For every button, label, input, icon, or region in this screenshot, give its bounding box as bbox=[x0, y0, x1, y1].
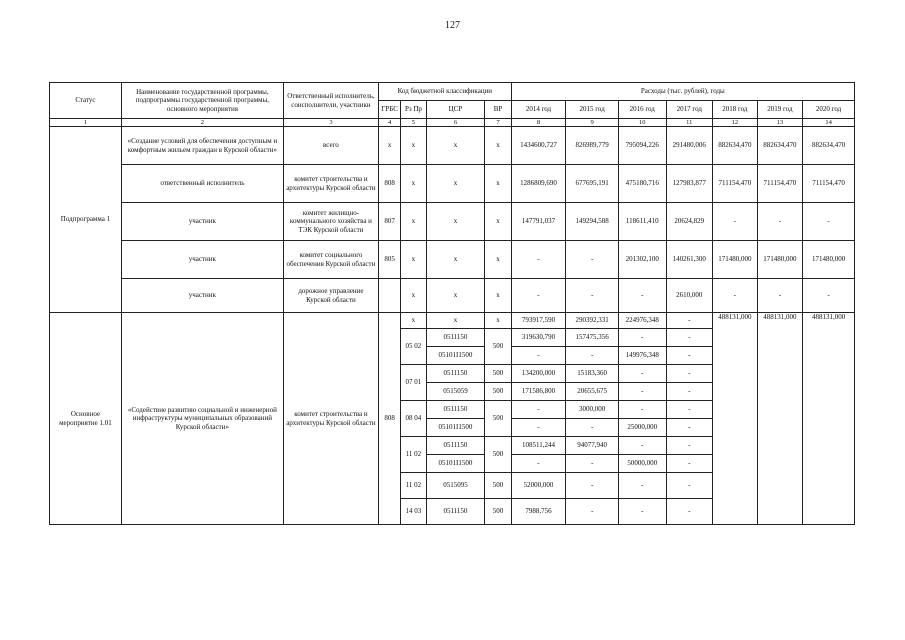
csr-cell: 0511150 bbox=[426, 401, 485, 419]
col-number: 8 bbox=[511, 119, 566, 127]
value-cell: 52000,000 bbox=[511, 473, 566, 499]
rzpr-cell: х bbox=[401, 203, 426, 241]
rzpr-cell: 11 02 bbox=[401, 473, 426, 499]
value-cell: 291480,006 bbox=[666, 127, 713, 165]
value-cell: - bbox=[511, 455, 566, 473]
header-year: 2020 год bbox=[803, 101, 855, 119]
rzpr-cell: 14 03 bbox=[401, 499, 426, 525]
header-year: 2019 год bbox=[757, 101, 803, 119]
table-row bbox=[50, 127, 855, 165]
value-cell: 149976,348 bbox=[618, 347, 666, 365]
value-cell: - bbox=[666, 347, 713, 365]
col-number: 1 bbox=[50, 119, 122, 127]
value-cell: 224976,348 bbox=[618, 313, 666, 329]
vr-cell: х bbox=[485, 279, 511, 313]
responsible-cell: комитет социального обеспечения Курской области bbox=[283, 241, 378, 279]
value-cell: 1434600,727 bbox=[511, 127, 566, 165]
grbs-cell: 808 bbox=[379, 165, 401, 203]
grbs-cell: 807 bbox=[379, 203, 401, 241]
value-cell: - bbox=[566, 455, 619, 473]
value-cell: 2610,000 bbox=[666, 279, 713, 313]
csr-cell: х bbox=[426, 203, 485, 241]
value-cell: - bbox=[666, 365, 713, 383]
value-cell: 488131,000 bbox=[713, 313, 758, 525]
grbs-cell: 808 bbox=[379, 313, 401, 525]
value-cell: 20624,829 bbox=[666, 203, 713, 241]
rzpr-cell: х bbox=[401, 313, 426, 329]
value-cell: - bbox=[566, 279, 619, 313]
header-row-1 bbox=[50, 83, 855, 101]
col-number: 13 bbox=[757, 119, 803, 127]
vr-cell: х bbox=[485, 313, 511, 329]
header-rzpr: Рз Пр bbox=[401, 101, 426, 119]
responsible-cell: комитет строительства и архитектуры Курской области bbox=[283, 165, 378, 203]
value-cell: - bbox=[757, 279, 803, 313]
value-cell: - bbox=[666, 499, 713, 525]
table-row bbox=[50, 165, 855, 203]
value-cell: 171480,000 bbox=[713, 241, 758, 279]
column-number-row bbox=[50, 119, 855, 127]
value-cell: - bbox=[566, 499, 619, 525]
table-row bbox=[50, 203, 855, 241]
value-cell: - bbox=[566, 241, 619, 279]
header-vr: ВР bbox=[485, 101, 511, 119]
value-cell: - bbox=[666, 401, 713, 419]
responsible-cell: комитет жилищно-коммунального хозяйства и ТЭК Курской области bbox=[283, 203, 378, 241]
vr-cell: 500 bbox=[485, 383, 511, 401]
responsible-cell: комитет строительства и архитектуры Курской области bbox=[283, 313, 378, 525]
csr-cell: х bbox=[426, 127, 485, 165]
rzpr-cell: х bbox=[401, 241, 426, 279]
value-cell: 171480,000 bbox=[803, 241, 855, 279]
value-cell: 475180,716 bbox=[618, 165, 666, 203]
value-cell: 7988,756 bbox=[511, 499, 566, 525]
value-cell: - bbox=[618, 329, 666, 347]
value-cell: - bbox=[713, 279, 758, 313]
vr-cell: х bbox=[485, 165, 511, 203]
measure-name-cell: «Содействие развитию социальной и инженерной инфраструктуры муниципальных образований Курской области» bbox=[121, 313, 283, 525]
value-cell: 94077,940 bbox=[566, 437, 619, 455]
value-cell: 201302,100 bbox=[618, 241, 666, 279]
value-cell: - bbox=[666, 329, 713, 347]
col-number: 5 bbox=[401, 119, 426, 127]
csr-cell: 05101I1500 bbox=[426, 419, 485, 437]
value-cell: - bbox=[618, 365, 666, 383]
rzpr-cell: 05 02 bbox=[401, 329, 426, 365]
value-cell: - bbox=[511, 401, 566, 419]
value-cell: - bbox=[618, 383, 666, 401]
value-cell: - bbox=[566, 419, 619, 437]
value-cell: - bbox=[803, 203, 855, 241]
value-cell: 795094,226 bbox=[618, 127, 666, 165]
table-row bbox=[50, 241, 855, 279]
value-cell: - bbox=[566, 347, 619, 365]
header-grbs: ГРБС bbox=[379, 101, 401, 119]
rzpr-cell: х bbox=[401, 127, 426, 165]
rzpr-cell: 11 02 bbox=[401, 437, 426, 473]
grbs-cell bbox=[379, 279, 401, 313]
csr-cell: 05101I1500 bbox=[426, 347, 485, 365]
rzpr-cell: 07 01 bbox=[401, 365, 426, 401]
value-cell: - bbox=[757, 203, 803, 241]
value-cell: 25000,000 bbox=[618, 419, 666, 437]
budget-table bbox=[49, 82, 855, 525]
header-status: Статус bbox=[50, 83, 122, 119]
vr-cell: 500 bbox=[485, 329, 511, 365]
csr-cell: 05101I1500 bbox=[426, 455, 485, 473]
value-cell: - bbox=[618, 473, 666, 499]
vr-cell: 500 bbox=[485, 473, 511, 499]
role-cell: ответственный исполнитель bbox=[121, 165, 283, 203]
col-number: 9 bbox=[566, 119, 619, 127]
value-cell: 488131,000 bbox=[757, 313, 803, 525]
vr-cell: х bbox=[485, 203, 511, 241]
col-number: 11 bbox=[666, 119, 713, 127]
csr-cell: 0511150 bbox=[426, 437, 485, 455]
value-cell: - bbox=[803, 279, 855, 313]
grbs-cell: 805 bbox=[379, 241, 401, 279]
status-cell: Подпрограмма 1 bbox=[50, 127, 122, 313]
col-number: 12 bbox=[713, 119, 758, 127]
program-name-cell: «Создание условий для обеспечения доступным и комфортным жильем граждан в Курской области» bbox=[121, 127, 283, 165]
value-cell: - bbox=[666, 419, 713, 437]
header-csr: ЦСР bbox=[426, 101, 485, 119]
value-cell: - bbox=[618, 401, 666, 419]
header-name: Наименование государственной программы, подпрограммы государственной программы, основного мероприятия bbox=[121, 83, 283, 119]
value-cell: 149294,588 bbox=[566, 203, 619, 241]
value-cell: 3000,000 bbox=[566, 401, 619, 419]
value-cell: 127983,877 bbox=[666, 165, 713, 203]
header-year: 2017 год bbox=[666, 101, 713, 119]
value-cell: 711154,470 bbox=[757, 165, 803, 203]
csr-cell: х bbox=[426, 165, 485, 203]
value-cell: - bbox=[666, 313, 713, 329]
rzpr-cell: 08 04 bbox=[401, 401, 426, 437]
value-cell: 1286809,690 bbox=[511, 165, 566, 203]
csr-cell: 0515095 bbox=[426, 473, 485, 499]
header-year: 2018 год bbox=[713, 101, 758, 119]
value-cell: 140261,300 bbox=[666, 241, 713, 279]
value-cell: - bbox=[511, 241, 566, 279]
value-cell: 882634,470 bbox=[757, 127, 803, 165]
value-cell: - bbox=[618, 279, 666, 313]
value-cell: 171586,800 bbox=[511, 383, 566, 401]
csr-cell: х bbox=[426, 241, 485, 279]
header-expenses: Расходы (тыс. рублей), годы bbox=[511, 83, 854, 101]
vr-cell: 500 bbox=[485, 437, 511, 473]
header-responsible: Ответственный исполнитель, соисполнители, участники bbox=[283, 83, 378, 119]
value-cell: - bbox=[713, 203, 758, 241]
value-cell: 319630,790 bbox=[511, 329, 566, 347]
responsible-cell: дорожное управление Курской области bbox=[283, 279, 378, 313]
value-cell: 711154,470 bbox=[803, 165, 855, 203]
value-cell: 677695,191 bbox=[566, 165, 619, 203]
vr-cell: х bbox=[485, 127, 511, 165]
header-code-group: Код бюджетной классификации bbox=[379, 83, 512, 101]
table-row bbox=[50, 279, 855, 313]
vr-cell: 500 bbox=[485, 365, 511, 383]
csr-cell: х bbox=[426, 313, 485, 329]
value-cell: - bbox=[618, 437, 666, 455]
value-cell: 108511,244 bbox=[511, 437, 566, 455]
value-cell: - bbox=[511, 419, 566, 437]
value-cell: 20655,675 bbox=[566, 383, 619, 401]
value-cell: - bbox=[666, 383, 713, 401]
table-row bbox=[50, 313, 855, 329]
value-cell: 15183,360 bbox=[566, 365, 619, 383]
rzpr-cell: х bbox=[401, 165, 426, 203]
value-cell: 290392,331 bbox=[566, 313, 619, 329]
value-cell: - bbox=[511, 347, 566, 365]
value-cell: 118611,410 bbox=[618, 203, 666, 241]
role-cell: участник bbox=[121, 241, 283, 279]
value-cell: 488131,000 bbox=[803, 313, 855, 525]
csr-cell: 0511150 bbox=[426, 329, 485, 347]
vr-cell: 500 bbox=[485, 401, 511, 437]
value-cell: 793917,590 bbox=[511, 313, 566, 329]
rzpr-cell: х bbox=[401, 279, 426, 313]
value-cell: - bbox=[666, 437, 713, 455]
header-year: 2015 год bbox=[566, 101, 619, 119]
value-cell: 157475,356 bbox=[566, 329, 619, 347]
value-cell: - bbox=[666, 473, 713, 499]
col-number: 6 bbox=[426, 119, 485, 127]
value-cell: - bbox=[666, 455, 713, 473]
value-cell: 134200,000 bbox=[511, 365, 566, 383]
col-number: 14 bbox=[803, 119, 855, 127]
header-year: 2014 год bbox=[511, 101, 566, 119]
vr-cell: х bbox=[485, 241, 511, 279]
status-cell: Основное мероприятие 1.01 bbox=[50, 313, 122, 525]
vr-cell: 500 bbox=[485, 499, 511, 525]
header-year: 2016 год bbox=[618, 101, 666, 119]
csr-cell: 0511150 bbox=[426, 499, 485, 525]
col-number: 4 bbox=[379, 119, 401, 127]
value-cell: 882634,470 bbox=[803, 127, 855, 165]
col-number: 2 bbox=[121, 119, 283, 127]
col-number: 3 bbox=[283, 119, 378, 127]
value-cell: - bbox=[618, 499, 666, 525]
value-cell: 147791,037 bbox=[511, 203, 566, 241]
value-cell: - bbox=[566, 473, 619, 499]
value-cell: 50000,000 bbox=[618, 455, 666, 473]
col-number: 10 bbox=[618, 119, 666, 127]
role-cell: участник bbox=[121, 279, 283, 313]
page-number: 127 bbox=[445, 20, 460, 31]
value-cell: - bbox=[511, 279, 566, 313]
value-cell: 171480,000 bbox=[757, 241, 803, 279]
value-cell: 711154,470 bbox=[713, 165, 758, 203]
csr-cell: 0515059 bbox=[426, 383, 485, 401]
csr-cell: 0511150 bbox=[426, 365, 485, 383]
csr-cell: х bbox=[426, 279, 485, 313]
col-number: 7 bbox=[485, 119, 511, 127]
value-cell: 882634,470 bbox=[713, 127, 758, 165]
responsible-cell: всего bbox=[283, 127, 378, 165]
grbs-cell: х bbox=[379, 127, 401, 165]
value-cell: 826989,779 bbox=[566, 127, 619, 165]
role-cell: участник bbox=[121, 203, 283, 241]
